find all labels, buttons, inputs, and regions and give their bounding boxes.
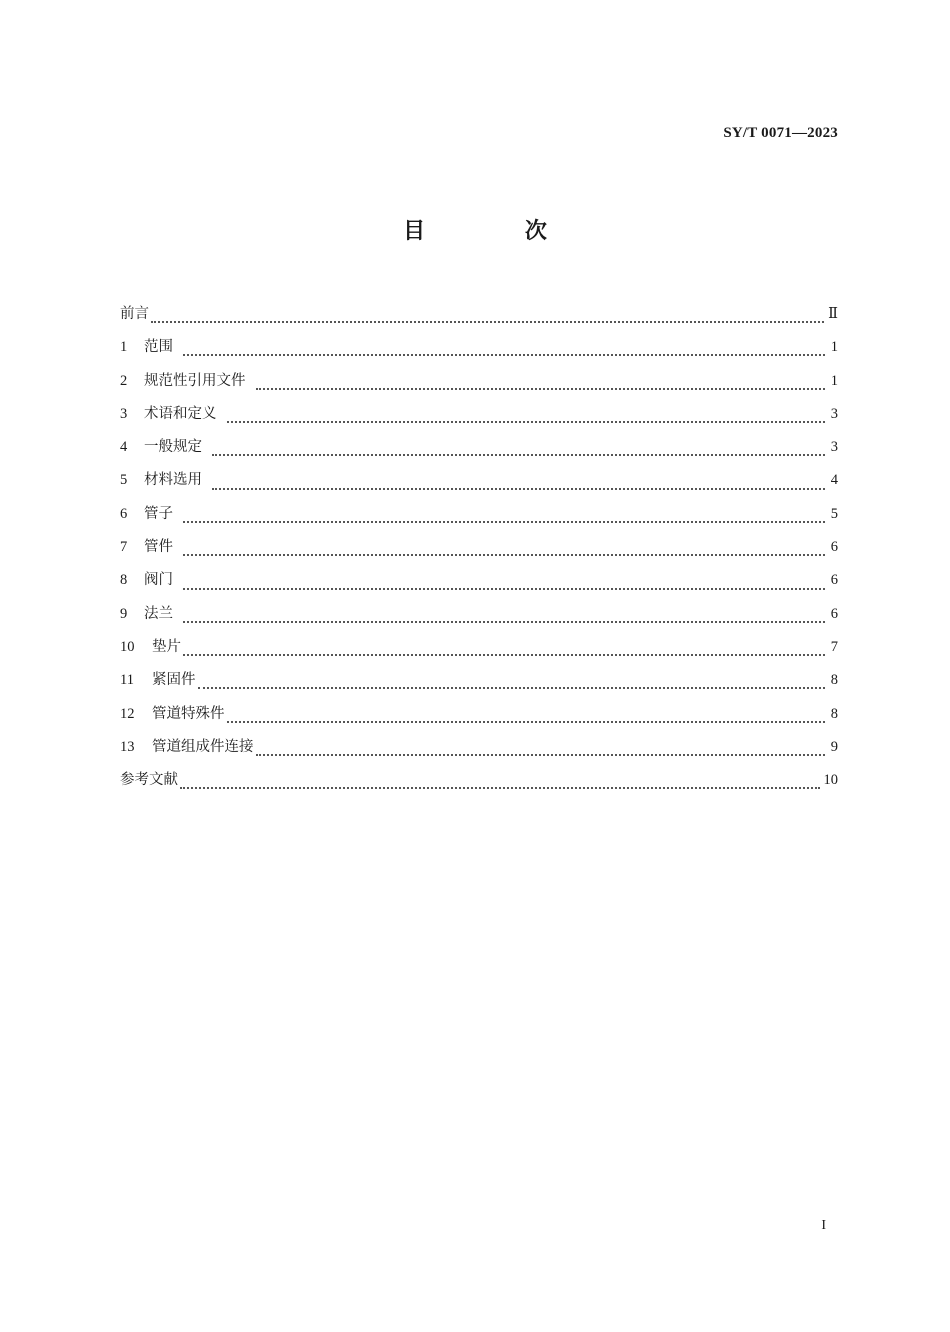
toc-entry-12[interactable] (120, 702, 838, 735)
dot-leader (183, 353, 825, 356)
toc-entry-foreword[interactable] (120, 302, 838, 335)
toc-entry-label: 管件 (144, 539, 173, 556)
toc-entry-number: 9 (120, 605, 128, 622)
dot-leader (256, 387, 826, 390)
toc-entry-7[interactable] (120, 535, 838, 568)
toc-entry-number: 12 (120, 705, 135, 722)
toc-entry-references[interactable] (120, 768, 838, 801)
toc-entry-number: 2 (120, 372, 128, 389)
toc-entry-5[interactable] (120, 468, 838, 501)
page-number: I (821, 1218, 826, 1233)
toc-entry-page: 6 (830, 572, 838, 589)
toc-entry-label: 法兰 (144, 605, 173, 622)
toc-entry-9[interactable] (120, 602, 838, 635)
toc-entry-page: 6 (830, 605, 838, 622)
dot-leader (180, 786, 820, 789)
toc-entry-label: 材料选用 (144, 472, 202, 489)
table-of-contents (120, 302, 838, 801)
dot-leader (183, 620, 825, 623)
toc-entry-11[interactable] (120, 668, 838, 701)
toc-entry-number: 13 (120, 738, 135, 755)
toc-entry-number: 5 (120, 472, 128, 489)
dot-leader (212, 453, 825, 456)
toc-entry-label: 规范性引用文件 (144, 372, 246, 389)
toc-entry-page: 3 (830, 439, 838, 456)
toc-entry-1[interactable] (120, 335, 838, 368)
dot-leader (183, 553, 825, 556)
toc-entry-label: 紧固件 (152, 672, 196, 689)
toc-entry-number: 6 (120, 505, 128, 522)
toc-entry-page: 1 (830, 339, 838, 356)
toc-entry-label: 阀门 (144, 572, 173, 589)
dot-leader (256, 753, 826, 756)
toc-entry-page: 7 (830, 638, 838, 655)
toc-entry-label: 垫片 (152, 638, 181, 655)
toc-entry-6[interactable] (120, 502, 838, 535)
toc-entry-label: 术语和定义 (144, 405, 217, 422)
toc-entry-number: 1 (120, 339, 128, 356)
toc-title: 目 次 (403, 219, 593, 244)
dot-leader (212, 487, 825, 490)
dot-leader (227, 420, 826, 423)
toc-entry-page: 10 (823, 772, 838, 789)
toc-entry-number: 7 (120, 539, 128, 556)
toc-entry-number: 11 (120, 672, 134, 689)
toc-entry-page: 5 (830, 505, 838, 522)
toc-entry-number: 10 (120, 638, 135, 655)
dot-leader (183, 653, 825, 656)
toc-entry-label: 管道组成件连接 (152, 738, 254, 755)
toc-entry-8[interactable] (120, 568, 838, 601)
toc-entry-page: 8 (830, 672, 838, 689)
document-code: SY/T 0071—2023 (723, 125, 838, 141)
dot-leader (183, 587, 825, 590)
toc-entry-4[interactable] (120, 435, 838, 468)
toc-entry-number: 3 (120, 405, 128, 422)
toc-entry-2[interactable] (120, 369, 838, 402)
toc-entry-page: 3 (830, 405, 838, 422)
toc-entry-number: 4 (120, 439, 128, 456)
toc-entry-page: 4 (830, 472, 838, 489)
toc-entry-page: 8 (830, 705, 838, 722)
toc-entry-label: 管道特殊件 (152, 705, 225, 722)
dot-leader (227, 720, 826, 723)
toc-entry-page: Ⅱ (828, 306, 838, 322)
dot-leader (151, 320, 824, 323)
toc-entry-label: 参考文献 (120, 772, 178, 789)
toc-entry-3[interactable] (120, 402, 838, 435)
toc-entry-label: 管子 (144, 505, 173, 522)
toc-entry-label: 前言 (120, 306, 149, 322)
toc-entry-13[interactable] (120, 735, 838, 768)
toc-entry-number: 8 (120, 572, 128, 589)
toc-entry-label: 范围 (144, 339, 173, 356)
toc-entry-page: 6 (830, 539, 838, 556)
dot-leader (183, 520, 825, 523)
toc-entry-page: 1 (830, 372, 838, 389)
toc-entry-page: 9 (830, 738, 838, 755)
toc-entry-label: 一般规定 (144, 439, 202, 456)
toc-entry-10[interactable] (120, 635, 838, 668)
dot-leader (198, 686, 826, 689)
